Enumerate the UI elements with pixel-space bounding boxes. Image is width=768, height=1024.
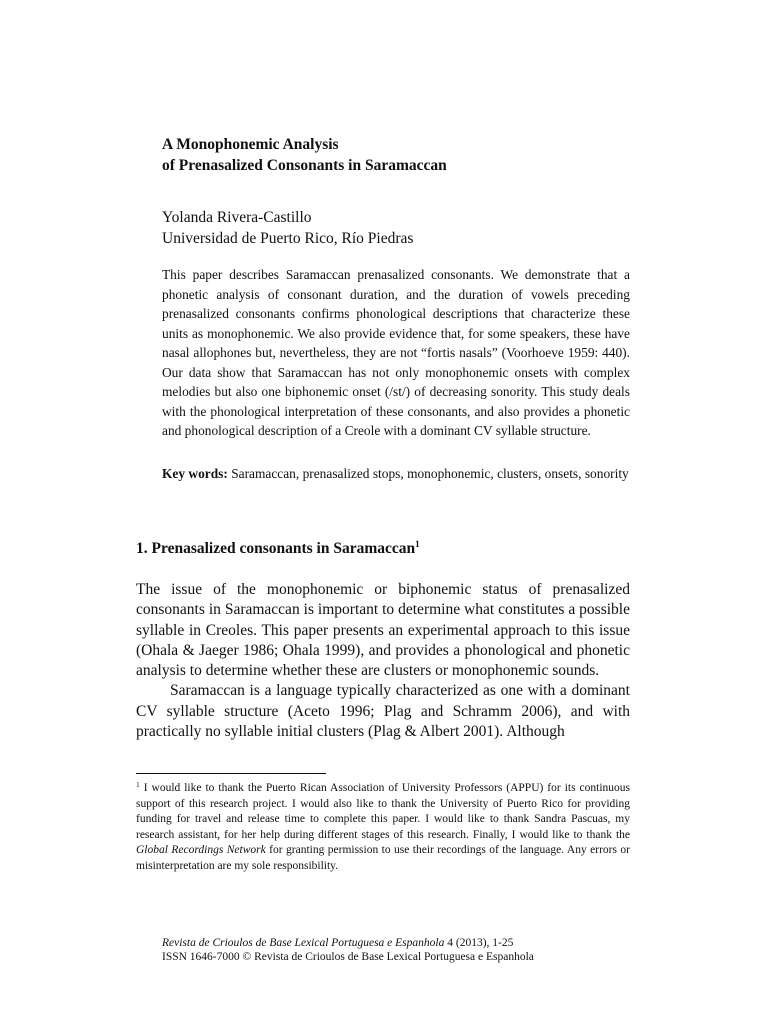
page-footer bbox=[162, 936, 632, 964]
section-heading-text: 1. Prenasalized consonants in Saramaccan bbox=[136, 540, 416, 557]
keywords bbox=[162, 464, 630, 484]
footnote-marker: 1 bbox=[136, 780, 140, 789]
footnote-italic-name: Global Recordings Network bbox=[136, 844, 266, 857]
author-affiliation: Universidad de Puerto Rico, Río Piedras bbox=[162, 230, 414, 247]
paper-title bbox=[162, 134, 632, 176]
author-name: Yolanda Rivera-Castillo bbox=[162, 209, 312, 226]
footnote-divider bbox=[136, 773, 326, 774]
section-body bbox=[136, 580, 630, 742]
section-heading bbox=[136, 538, 636, 559]
journal-name: Revista de Crioulos de Base Lexical Portuguesa e Espanhola bbox=[162, 937, 445, 949]
paragraph-1: The issue of the monophonemic or biphonemic status of prenasalized consonants in Saramaccan is important to determine what constitutes a possible syllable in Creoles. This paper presents an experimental approach to this issue (Ohala & Jaeger 1986; Ohala 1999), and provides a phonological and phonetic analysis to determine whether these are clusters or monophonemic sounds. bbox=[136, 581, 630, 680]
title-line-1: A Monophonemic Analysis bbox=[162, 136, 339, 153]
footnote-text-part1: I would like to thank the Puerto Rican Association of University Professors (APPU) for its continuous support of this research project. I would also like to thank the University of Puerto Rico for providing funding for travel and release time to complete this paper. I would like to thank Sandra Pascuas, my research assistant, for her help during different stages of this research. Finally, I would like to thank the bbox=[136, 782, 630, 841]
footnote bbox=[136, 781, 630, 875]
title-line-2: of Prenasalized Consonants in Saramaccan bbox=[162, 157, 447, 174]
paragraph-2: Saramaccan is a language typically characterized as one with a dominant CV syllable structure (Aceto 1996; Plag and Schramm 2006), and with practically no syllable initial clusters (Plag & Albert 2001). Although bbox=[136, 682, 630, 741]
issn-line: ISSN 1646-7000 © Revista de Crioulos de Base Lexical Portuguesa e Espanhola bbox=[162, 951, 534, 963]
author-block bbox=[162, 207, 632, 249]
footnote-text-part2: for granting permission to use their recordings of the language. Any errors or misinterpretation are my sole responsibility. bbox=[136, 844, 630, 872]
keywords-label: Key words: bbox=[162, 466, 228, 481]
footnote-reference[interactable]: 1 bbox=[415, 539, 420, 549]
keywords-text: Saramaccan, prenasalized stops, monophonemic, clusters, onsets, sonority bbox=[231, 466, 629, 481]
abstract: This paper describes Saramaccan prenasalized consonants. We demonstrate that a phonetic analysis of consonant duration, and the duration of vowels preceding prenasalized consonants confirms phonological descriptions that characterize these units as monophonemic. We also provide evidence that, for some speakers, these have nasal allophones but, nevertheless, they are not “fortis nasals” (Voorhoeve 1959: 440). Our data show that Saramaccan has not only monophonemic onsets with complex melodies but also one biphonemic onset (/st/) of decreasing sonority. This study deals with the phonological interpretation of these consonants, and also provides a phonetic and phonological description of a Creole with a dominant CV syllable structure. bbox=[162, 267, 630, 438]
journal-citation bbox=[162, 936, 632, 950]
journal-issue: 4 (2013), 1-25 bbox=[444, 937, 514, 949]
